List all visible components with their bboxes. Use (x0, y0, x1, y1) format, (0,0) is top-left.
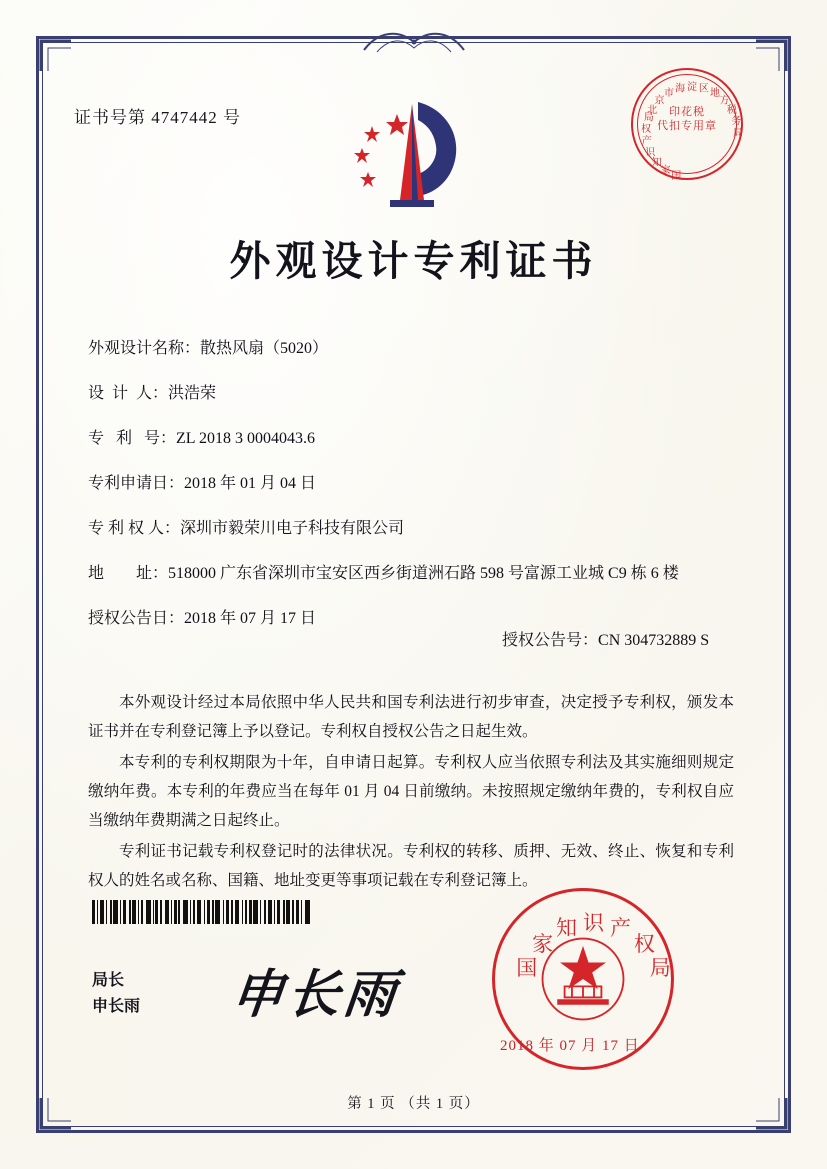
grant-date-value: 2018 年 07 月 17 日 (184, 610, 317, 627)
patent-barcode (92, 900, 332, 924)
cnipa-official-seal: 国 家 知 识 产 权 局 (492, 888, 674, 1070)
tax-stamp-seal: 北 京 市 海 淀 区 地 方 税 务 局 国 家 知 识 产 权 局 印花税 代扣专用章 (631, 68, 743, 180)
field-grant-announcement (88, 608, 748, 649)
field-label: 地 址： (88, 565, 169, 582)
field-address (88, 563, 748, 585)
corner-ornament-icon (754, 39, 788, 73)
paragraph-1: 本外观设计经过本局依照中华人民共和国专利法进行初步审查，决定授予专利权，颁发本证书并在专利登记簿上予以登记。专利权自授权公告之日起生效。 (88, 694, 734, 740)
field-patentee (88, 518, 748, 540)
flourish-ornament-icon (359, 26, 469, 56)
field-patent-number (88, 428, 748, 450)
page-footer: 第 1 页 （共 1 页） (347, 1096, 480, 1112)
corner-ornament-icon (39, 39, 73, 73)
director-title-label: 局长 (92, 972, 125, 989)
grant-number-value: CN 304732889 S (598, 632, 710, 649)
field-value: 518000 广东省深圳市宝安区西乡街道洲石路 598 号富源工业城 C9 栋 6 楼 (168, 565, 679, 582)
cnipa-patent-logo-icon (344, 96, 474, 212)
field-value: 深圳市毅荣川电子科技有限公司 (180, 520, 405, 537)
grant-number-label: 授权公告号： (502, 632, 599, 649)
field-design-name (88, 338, 748, 360)
field-label: 专利申请日： (88, 475, 185, 492)
legal-text-block (88, 688, 734, 897)
handwritten-signature: 申长雨 (228, 964, 403, 1025)
field-value: ZL 2018 3 0004043.6 (176, 430, 315, 447)
national-emblem-icon (537, 933, 629, 1025)
grant-number-group (470, 608, 709, 674)
paragraph-3: 专利证书记载专利权登记时的法律状况。专利权的转移、质押、无效、终止、恢复和专利权人的姓名或名称、国籍、地址变更等事项记载在专利登记簿上。 (88, 843, 734, 889)
grant-date-label: 授权公告日： (88, 610, 185, 627)
field-label: 专 利 号： (88, 430, 177, 447)
tax-seal-line-2: 代扣专用章 (657, 120, 717, 132)
tax-seal-line-1: 印花税 (669, 106, 705, 118)
seal-date: 2018 年 07 月 17 日 (500, 1038, 640, 1054)
field-value: 2018 年 01 月 04 日 (184, 475, 317, 492)
certificate-number: 证书号第 4747442 号 (74, 108, 241, 127)
field-value: 散热风扇（5020） (200, 340, 329, 357)
director-title-block (92, 968, 140, 1020)
field-label: 设 计 人： (88, 385, 169, 402)
field-designer (88, 383, 748, 405)
director-name-label: 申长雨 (92, 998, 141, 1015)
field-application-date (88, 473, 748, 495)
page-title: 外观设计专利证书 (229, 238, 598, 284)
field-list (88, 338, 748, 653)
field-value: 洪浩荣 (168, 385, 217, 402)
field-label: 外观设计名称： (88, 340, 201, 357)
paragraph-2: 本专利的专利权期限为十年，自申请日起算。专利权人应当依照专利法及其实施细则规定缴纳年费。本专利的年费应当在每年 01 月 04 日前缴纳。未按照规定缴纳年费的，专利权自应当缴纳年费期满之日起终止。 (88, 754, 734, 829)
field-label: 专 利 权 人： (88, 520, 181, 537)
